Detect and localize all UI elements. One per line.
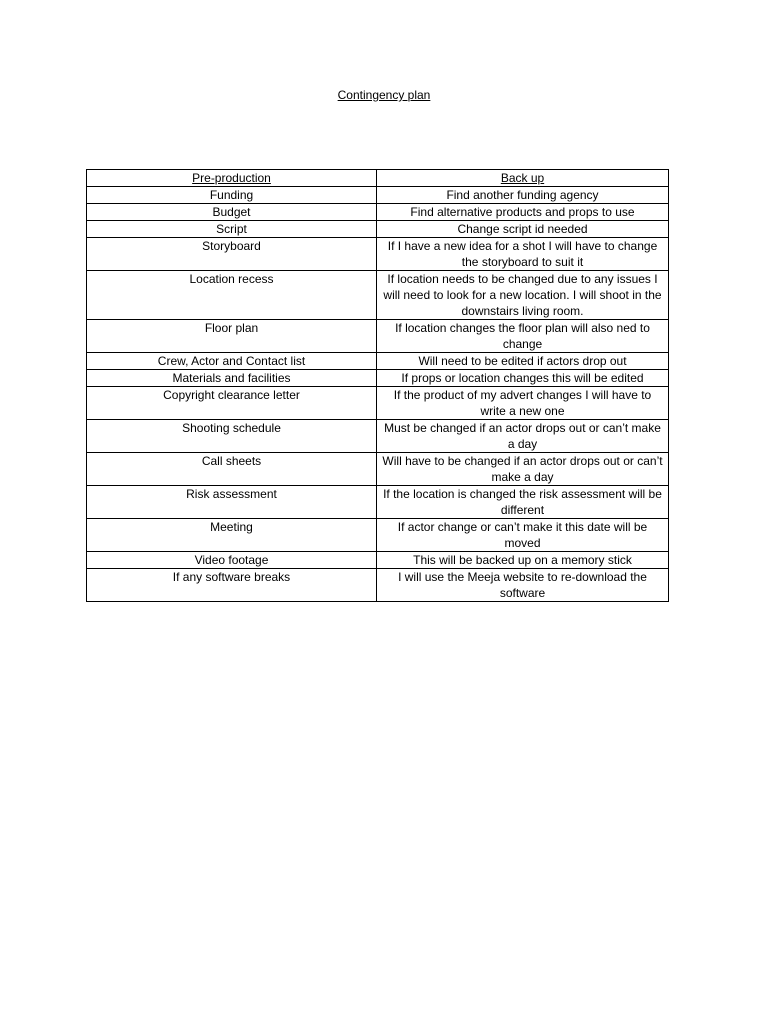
table-row (87, 420, 669, 453)
pre-production-cell: Call sheets (87, 453, 377, 486)
table-row (87, 569, 669, 602)
back-up-cell: This will be backed up on a memory stick (377, 552, 669, 569)
table-row (87, 552, 669, 569)
contingency-table (86, 169, 669, 602)
back-up-cell: If the product of my advert changes I will have to write a new one (377, 387, 669, 420)
pre-production-cell: If any software breaks (87, 569, 377, 602)
pre-production-cell: Location recess (87, 271, 377, 320)
back-up-cell: Find another funding agency (377, 187, 669, 204)
table-row (87, 238, 669, 271)
header-back-up-label: Back up (500, 171, 545, 185)
back-up-cell: If location needs to be changed due to any issues I will need to look for a new location. I will shoot in the downstairs living room. (377, 271, 669, 320)
table-row (87, 486, 669, 519)
back-up-cell: Must be changed if an actor drops out or can’t make a day (377, 420, 669, 453)
table-row (87, 370, 669, 387)
back-up-cell: If location changes the floor plan will also ned to change (377, 320, 669, 353)
header-pre-production-label: Pre-production (192, 171, 271, 185)
back-up-cell: Will have to be changed if an actor drops out or can’t make a day (377, 453, 669, 486)
table-row (87, 353, 669, 370)
table-header-row (87, 170, 669, 187)
pre-production-cell: Risk assessment (87, 486, 377, 519)
pre-production-cell: Crew, Actor and Contact list (87, 353, 377, 370)
pre-production-cell: Materials and facilities (87, 370, 377, 387)
table-row (87, 387, 669, 420)
pre-production-cell: Floor plan (87, 320, 377, 353)
header-back-up (377, 170, 669, 187)
header-pre-production (87, 170, 377, 187)
table-row (87, 453, 669, 486)
pre-production-cell: Video footage (87, 552, 377, 569)
pre-production-cell: Budget (87, 204, 377, 221)
back-up-cell: If actor change or can’t make it this date will be moved (377, 519, 669, 552)
table-row (87, 320, 669, 353)
table-row (87, 187, 669, 204)
table-row (87, 221, 669, 238)
table-row (87, 204, 669, 221)
table-row (87, 519, 669, 552)
pre-production-cell: Copyright clearance letter (87, 387, 377, 420)
back-up-cell: Find alternative products and props to use (377, 204, 669, 221)
back-up-cell: If I have a new idea for a shot I will have to change the storyboard to suit it (377, 238, 669, 271)
back-up-cell: Change script id needed (377, 221, 669, 238)
pre-production-cell: Shooting schedule (87, 420, 377, 453)
pre-production-cell: Storyboard (87, 238, 377, 271)
pre-production-cell: Meeting (87, 519, 377, 552)
back-up-cell: If props or location changes this will be edited (377, 370, 669, 387)
pre-production-cell: Script (87, 221, 377, 238)
back-up-cell: Will need to be edited if actors drop out (377, 353, 669, 370)
pre-production-cell: Funding (87, 187, 377, 204)
document-title: Contingency plan (337, 88, 431, 102)
back-up-cell: I will use the Meeja website to re-download the software (377, 569, 669, 602)
back-up-cell: If the location is changed the risk assessment will be different (377, 486, 669, 519)
table-row (87, 271, 669, 320)
